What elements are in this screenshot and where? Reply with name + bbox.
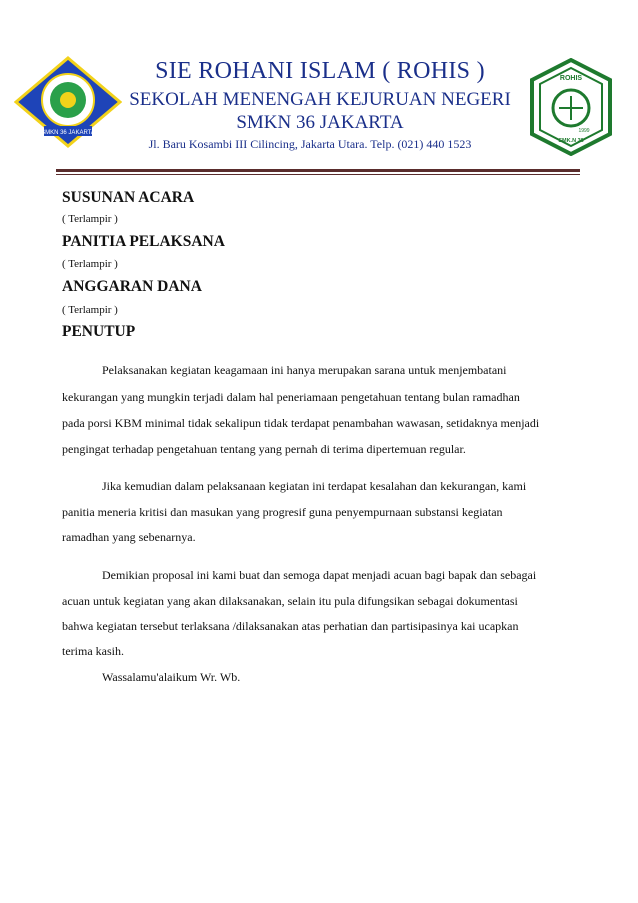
left-logo-text: SMKN 36 JAKARTA xyxy=(41,130,95,136)
right-logo-bottom-text: SMK.N 36 xyxy=(558,138,584,144)
paragraph-line: Jika kemudian dalam pelaksanaan kegiatan ini terdapat kesalahan dan kekurangan, kami xyxy=(102,479,527,493)
section-title-penutup: PENUTUP xyxy=(62,323,136,340)
paragraph-line: Pelaksanakan kegiatan keagamaan ini hanya merupakan sarana untuk menjembatani xyxy=(102,363,507,377)
school-name-line1: SEKOLAH MENENGAH KEJURUAN NEGERI xyxy=(129,89,511,110)
header-rule-thick xyxy=(56,169,580,172)
closing-salutation: Wassalamu'alaikum Wr. Wb. xyxy=(102,670,241,684)
section-title-susunan-acara: SUSUNAN ACARA xyxy=(62,189,195,206)
paragraph-line: panitia meneria kritisi dan masukan yang progresif guna penyempurnaan substansi kegiatan xyxy=(62,505,503,519)
section-title-anggaran: ANGGARAN DANA xyxy=(62,278,202,295)
paragraph-line: pengingat terhadap pengetahuan tentang yang pernah di terima dipertemuan regular. xyxy=(62,442,466,456)
header-rule-thin xyxy=(56,174,580,175)
school-address: Jl. Baru Kosambi III Cilincing, Jakarta Utara. Telp. (021) 440 1523 xyxy=(148,137,472,151)
section-note: ( Terlampir ) xyxy=(62,304,118,316)
paragraph-line: kekurangan yang mungkin terjadi dalam hal peneriamaan pengetahuan tentang bulan ramadhan xyxy=(62,390,520,404)
rohis-logo-right xyxy=(530,58,612,156)
paragraph-line: terima kasih. xyxy=(62,644,124,658)
right-logo-top-text: ROHIS xyxy=(559,75,583,82)
paragraph-line: bahwa kegiatan tersebut terlaksana /dilaksanakan atas perhatian dan partisipasinya kai ucapkan xyxy=(62,619,519,633)
paragraph-line: acuan untuk kegiatan yang akan dilaksanakan, selain itu pula difungsikan sebagai dokumentasi xyxy=(62,594,518,608)
school-name-line2: SMKN 36 JAKARTA xyxy=(236,112,404,133)
org-name: SIE ROHANI ISLAM ( ROHIS ) xyxy=(155,58,485,84)
section-note: ( Terlampir ) xyxy=(62,258,118,270)
section-title-panitia: PANITIA PELAKSANA xyxy=(62,233,225,250)
section-note: ( Terlampir ) xyxy=(62,213,118,225)
right-logo-year: 1999 xyxy=(578,128,590,134)
paragraph-line: pada porsi KBM minimal tidak sekalipun tidak terdapat penambahan wawasan, setidaknya menjadi xyxy=(62,416,540,430)
paragraph-line: Demikian proposal ini kami buat dan semoga dapat menjadi acuan bagi bapak dan sebagai xyxy=(102,568,537,582)
paragraph-line: ramadhan yang sebenarnya. xyxy=(62,530,196,544)
